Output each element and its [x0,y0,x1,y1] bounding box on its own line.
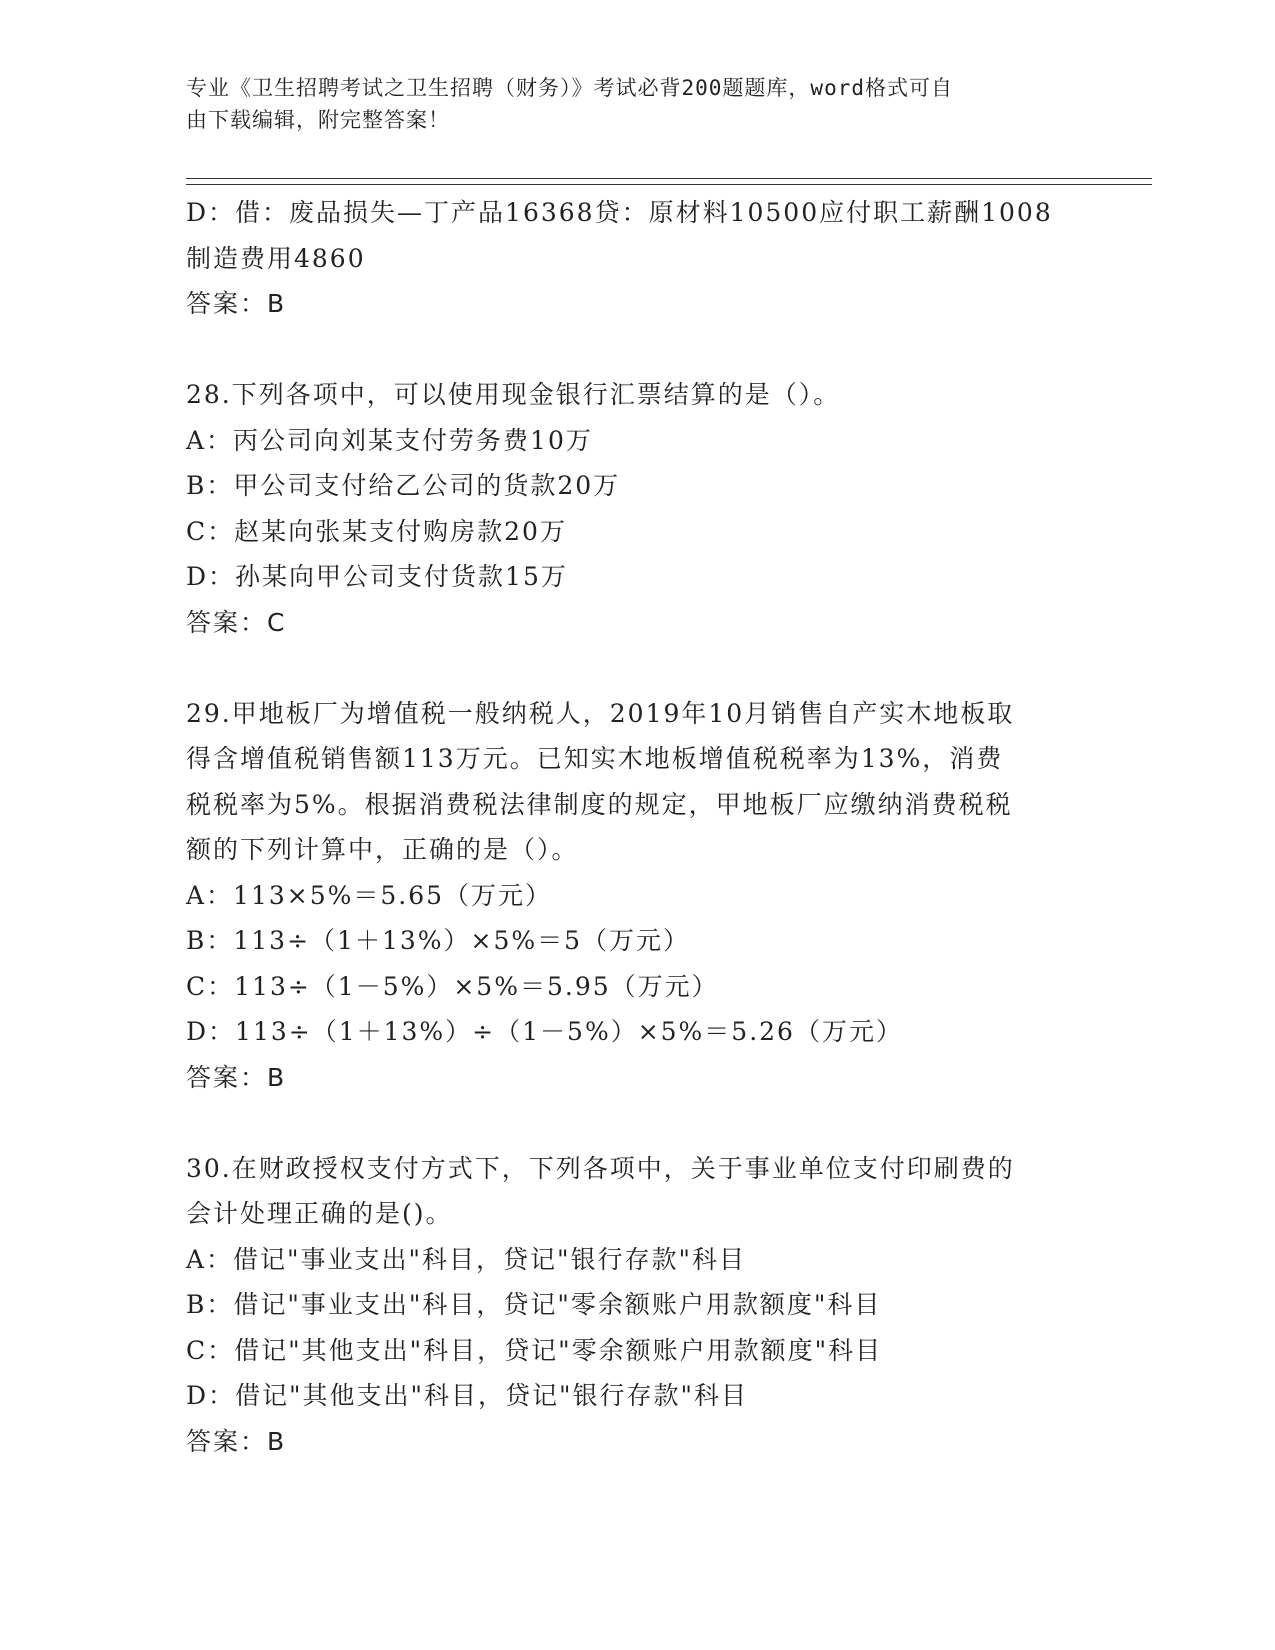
option-b: B：借记"事业支出"科目，贷记"零余额账户用款额度"科目 [186,1290,882,1319]
prev-question-tail [186,190,1086,327]
question-stem-line-2: 会计处理正确的是()。 [186,1199,453,1228]
question-30 [186,1146,1086,1465]
option-a: A：借记"事业支出"科目，贷记"银行存款"科目 [186,1244,747,1274]
question-28 [186,372,1086,645]
question-stem-line-3: 税税率为5%。根据消费税法律制度的规定，甲地板厂应缴纳消费税税 [186,789,1013,819]
spacer [186,645,1086,691]
answer: 答案：C [186,607,287,637]
option-d: D：借记"其他支出"科目，贷记"银行存款"科目 [186,1381,749,1410]
option-b: B：甲公司支付给乙公司的货款20万 [186,471,621,500]
header-divider-bottom [186,184,1152,185]
header-line-1: 专业《卫生招聘考试之卫生招聘（财务）》考试必背200题题库，word格式可自 [186,76,953,100]
option-d: D：孙某向甲公司支付货款15万 [186,562,568,591]
option-d-line-1: D：借：废品损失—丁产品16368贷：原材料10500应付职工薪酬1008 [186,198,1053,227]
question-stem-line-4: 额的下列计算中，正确的是（）。 [186,835,579,864]
option-a: A：丙公司向刘某支付劳务费10万 [186,425,593,455]
spacer [186,327,1086,373]
answer: 答案：B [186,289,287,318]
option-a: A：113×5%＝5.65（万元） [186,880,553,910]
option-b: B：113÷（1＋13%）×5%＝5（万元） [186,926,691,955]
option-c: C：113÷（1－5%）×5%＝5.95（万元） [186,971,719,1001]
option-d-line-2: 制造费用4860 [186,243,366,273]
option-c: C：赵某向张某支付购房款20万 [186,516,567,546]
option-d: D：113÷（1＋13%）÷（1－5%）×5%＝5.26（万元） [186,1017,903,1046]
option-c: C：借记"其他支出"科目，贷记"零余额账户用款额度"科目 [186,1335,883,1365]
document-body [186,190,1086,1464]
answer: 答案：B [186,1062,287,1092]
question-29 [186,691,1086,1101]
header-line-2: 由下载编辑，附完整答案！ [186,108,450,132]
question-stem: 28.下列各项中，可以使用现金银行汇票结算的是（）。 [186,380,841,409]
answer: 答案：B [186,1426,287,1456]
question-stem-line-2: 得含增值税销售额113万元。已知实木地板增值税税率为13%，消费 [186,744,1004,773]
document-header [186,72,1066,136]
header-divider-top [186,178,1152,179]
question-stem-line-1: 29.甲地板厂为增值税一般纳税人，2019年10月销售自产实木地板取 [186,698,1015,728]
question-stem-line-1: 30.在财政授权支付方式下，下列各项中，关于事业单位支付印刷费的 [186,1153,1015,1183]
spacer [186,1100,1086,1146]
